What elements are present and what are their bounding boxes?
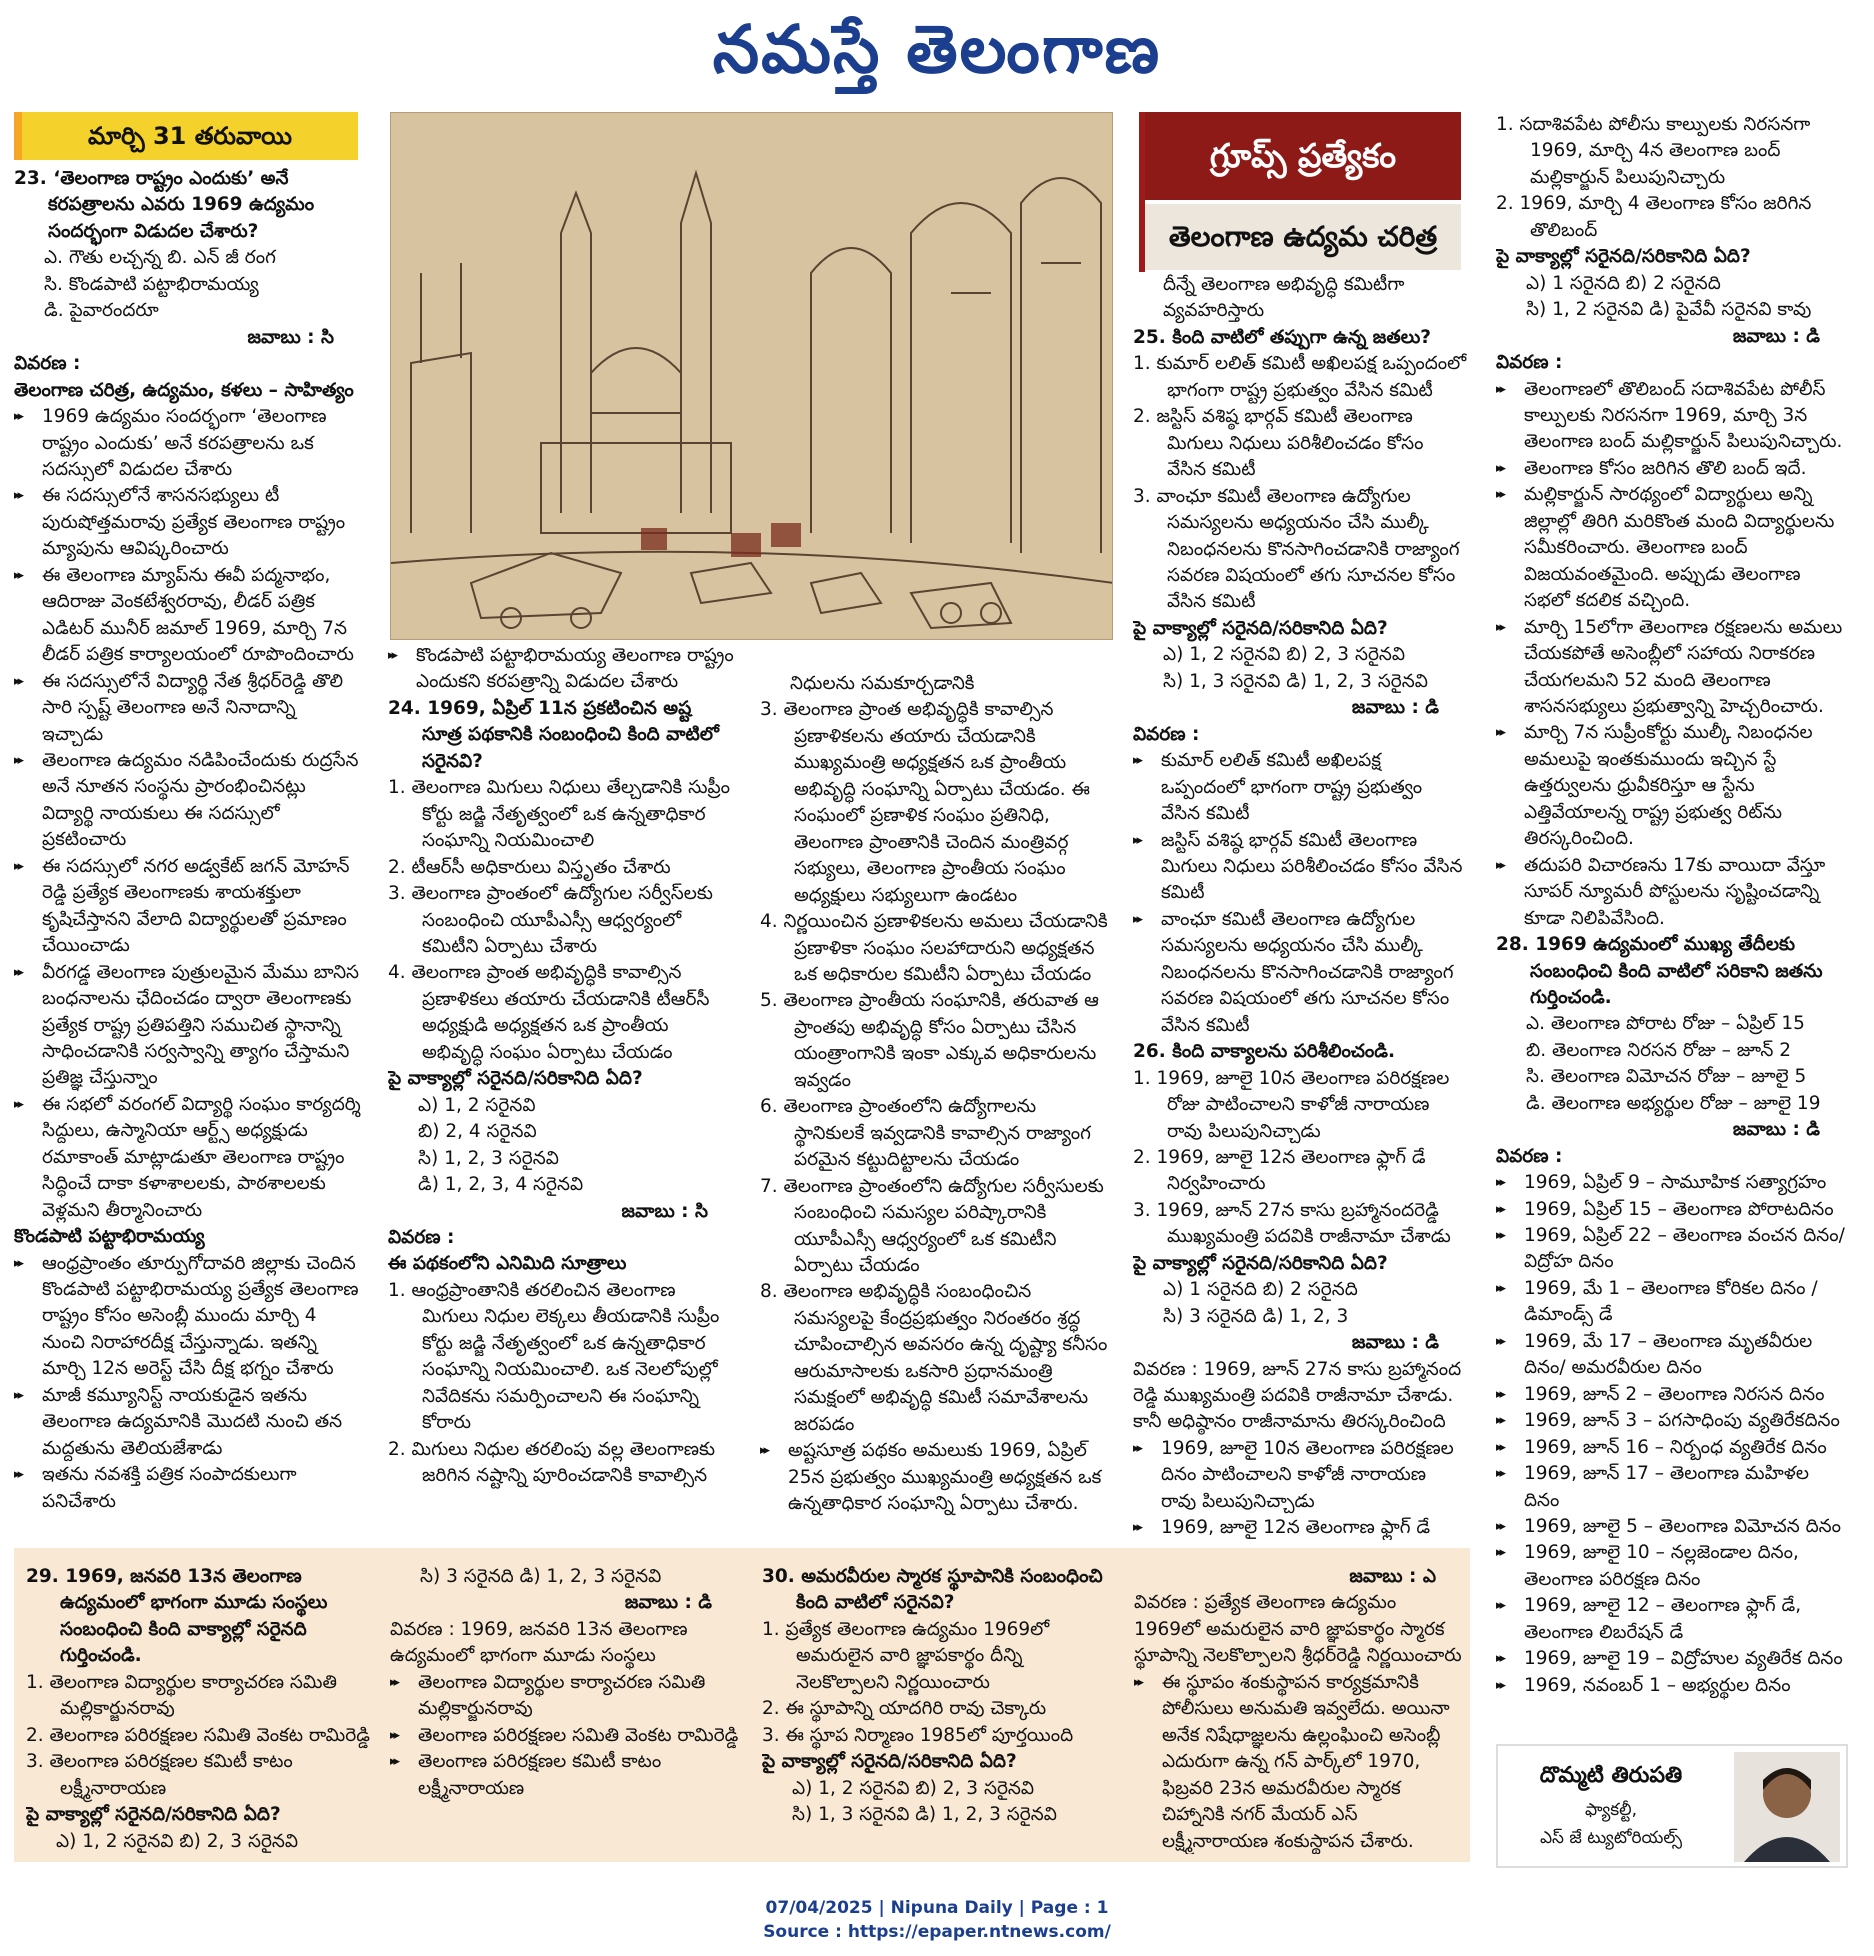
text-paragraph: సి) 1, 3 సరైనవి డి) 1, 2, 3 సరైనవి: [1163, 670, 1428, 692]
charminar-sketch-illustration: [390, 112, 1113, 640]
text-paragraph: ▸▸ 1969, జూన్ 3 – పగసాధింపు వ్యతిరేకదినం: [1496, 1408, 1848, 1434]
text-paragraph: ▸▸ ఈ సదస్సులో నగర అడ్వకేట్ జగన్ మోహన్ రెడ్డి ప్రత్యేక తెలంగాణకు శాయశక్తులా కృషిచేస్తానని వేలాది విద్యార్థులతో ప్రమాణం చేయించాడు: [14, 854, 362, 960]
text-paragraph: 23. ‘తెలంగాణ రాష్ట్రం ఎందుకు’ అనే కరపత్రాలను ఎవరు 1969 ఉద్యమం సందర్భంగా విడుదల చేశారు?: [14, 168, 315, 242]
text-paragraph: జవాబు : డి: [1732, 1119, 1820, 1141]
text-paragraph: ఎ) 1 సరైనది బి) 2 సరైనది: [1526, 272, 1721, 294]
text-paragraph: ▸▸ 1969, జూలై 19 – విద్రోహుల వ్యతిరేక దినం: [1496, 1646, 1848, 1672]
text-paragraph: 2. మిగులు నిధుల తరలింపు వల్ల తెలంగాణకు జరిగిన నష్టాన్ని పూరించడానికి కావాల్సిన: [388, 1438, 716, 1487]
text-paragraph: పై వాక్యాల్లో సరైనది/సరికానిది ఏది?: [1133, 1252, 1388, 1274]
text-paragraph: ▸▸ ఈ సభలో వరంగల్ విద్యార్థి సంఘం కార్యదర్శి సిద్దులు, ఉస్మానియా ఆర్ట్స్ అధ్యక్షుడు రమాకాంత్ మాట్లాడుతూ తెలంగాణ రాష్ట్రం సిద్ధించే దాకా కళాశాలలకు, పాఠశాలలకు వెళ్లమని తీర్మానించారు: [14, 1092, 362, 1224]
text-paragraph: 28. 1969 ఉద్యమంలో ముఖ్య తేదీలకు సంబంధించి కింది వాటిలో సరికాని జతను గుర్తించండి.: [1496, 934, 1823, 1008]
text-paragraph: 2. 1969, మార్చి 4 తెలంగాణ కోసం జరిగిన తొలిబంద్: [1496, 193, 1812, 241]
text-paragraph: పై వాక్యాల్లో సరైనది/సరికానిది ఏది?: [26, 1804, 281, 1826]
text-paragraph: ▸▸ కొండపాటి పట్టాభిరామయ్య తెలంగాణ రాష్ట్రం ఎందుకని కరపత్రాన్ని విడుదల చేశారు: [388, 643, 736, 696]
text-paragraph: 1. కుమార్ లలిత్ కమిటీ అఖిలపక్ష ఒప్పందంలో భాగంగా రాష్ట్ర ప్రభుత్వం వేసిన కమిటీ: [1133, 353, 1467, 401]
text-paragraph: ▸▸ 1969, మే 1 – తెలంగాణ కోరికల దినం / డిమాండ్స్ డే: [1496, 1276, 1848, 1329]
author-org: ఎస్ జే ట్యుటోరియల్స్: [1539, 1828, 1683, 1848]
text-paragraph: 3. ఈ స్థూప నిర్మాణం 1985లో పూర్తయింది: [762, 1724, 1074, 1746]
text-paragraph: 2. టీఆర్‌సీ అధికారులు విస్తృతం చేశారు: [388, 856, 671, 878]
text-paragraph: 4. నిర్ణయించిన ప్రణాళికలను అమలు చేయడానికి ప్రణాళికా సంఘం సలహాదారుని అధ్యక్షతన ఒక అధికారుల కమిటీని ఏర్పాటు చేయడం: [760, 911, 1108, 985]
text-paragraph: పై వాక్యాల్లో సరైనది/సరికానిది ఏది?: [1496, 246, 1751, 268]
person-icon: [1734, 1752, 1840, 1862]
text-paragraph: 1. ఆంధ్రప్రాంతానికి తరలించిన తెలంగాణ మిగులు నిధుల లెక్కలు తీయడానికి సుప్రీం కోర్టు జడ్జి నేతృత్వంలో ఒక ఉన్నతాధికార సంఘాన్ని నియమించాలి. ఒక నెలలోపుల్లో నివేదికను సమర్పించాలని ఈ సంఘాన్ని కోరారు: [388, 1279, 720, 1434]
text-paragraph: వివరణ : 1969, జనవరి 13న తెలంగాణ ఉద్యమంలో భాగంగా మూడు సంస్థలు: [390, 1618, 688, 1667]
text-paragraph: ▸▸ 1969, జూన్ 16 – నిర్బంధ వ్యతిరేక దినం: [1496, 1435, 1848, 1461]
groups-header: [1139, 112, 1461, 272]
text-paragraph: ఎ) 1, 2 సరైనవి బి) 2, 3 సరైనవి: [56, 1830, 299, 1852]
text-paragraph: బి. తెలంగాణ నిరసన రోజు – జూన్ 2: [1526, 1039, 1791, 1061]
text-paragraph: ▸▸ కుమార్ లలిత్ కమిటీ అఖిలపక్ష ఒప్పందంలో భాగంగా రాష్ట్ర ప్రభుత్వం వేసిన కమిటీ: [1133, 748, 1467, 827]
author-box: [1496, 1744, 1848, 1868]
text-paragraph: ▸▸ వాంఛూ కమిటీ తెలంగాణ ఉద్యోగుల సమస్యలను అధ్యయనం చేసి ముల్కీ నిబంధనలను కొనసాగించడానికి రాజ్యాంగ సవరణ విషయంలో తగు సూచనల కోసం వేసిన కమిటీ: [1133, 907, 1467, 1039]
text-paragraph: ఎ) 1, 2 సరైనవి బి) 2, 3 సరైనవి: [1163, 644, 1406, 666]
masthead-title: నమస్తే తెలంగాణ: [712, 10, 1162, 88]
text-paragraph: వివరణ : 1969, జూన్ 27న కాసు బ్రహ్మానంద రెడ్డి ముఖ్యమంత్రి పదవికి రాజీనామా చేశాడు. కానీ అధిష్ఠానం రాజీనామాను తిరస్కరించింది: [1133, 1358, 1462, 1433]
text-paragraph: సి) 1, 2 సరైనవి డి) పైవేవీ సరైనవి కావు: [1526, 299, 1812, 321]
text-paragraph: జవాబు : ఎ: [1349, 1566, 1436, 1587]
text-paragraph: వివరణ :: [1496, 1145, 1563, 1167]
text-paragraph: 25. కింది వాటిలో తప్పుగా ఉన్న జతలు?: [1133, 326, 1431, 348]
text-paragraph: పై వాక్యాల్లో సరైనది/సరికానిది ఏది?: [388, 1068, 643, 1090]
author-photo: [1734, 1752, 1840, 1862]
text-paragraph: ▸▸ 1969, జూలై 10న తెలంగాణ పరిరక్షణల దినం పాటించాలని కాళోజీ నారాయణ రావు పిలుపునిచ్చాడు: [1133, 1436, 1467, 1515]
text-paragraph: 3. 1969, జూన్ 27న కాసు బ్రహ్మానందరెడ్డి ముఖ్యమంత్రి పదవికి రాజీనామా చేశాడు: [1133, 1199, 1451, 1248]
text-paragraph: ఈ పథకంలోని ఎనిమిది సూత్రాలు: [388, 1253, 627, 1275]
text-paragraph: ▸▸ 1969, జూలై 10 – నల్లజెండాల దినం, తెలంగాణ పరిరక్షణ దినం: [1496, 1540, 1848, 1593]
text-paragraph: తెలంగాణ చరిత్ర, ఉద్యమం, కళలు – సాహిత్యం: [14, 379, 354, 401]
text-paragraph: జవాబు : డి: [1351, 1332, 1439, 1354]
text-paragraph: ▸▸ ఈ తెలంగాణ మ్యాప్‌ను ఈవీ పద్మనాభం, ఆదిరాజు వెంకటేశ్వరరావు, లీడర్ పత్రిక ఎడిటర్ మునీర్ జమాల్ 1969, మార్చి 7న లీడర్ పత్రిక కార్యాలయంలో రూపొందించారు: [14, 563, 362, 669]
text-paragraph: జవాబు : డి: [1732, 325, 1820, 347]
text-paragraph: 8. తెలంగాణ అభివృద్ధికి సంబంధించిన సమస్యలపై కేంద్రప్రభుత్వం నిరంతరం శ్రద్ధ చూపించాల్సిన అవసరం ఉన్న దృష్ట్యా కనీసం ఆరుమాసాలకు ఒకసారి ప్రధానమంత్రి సమక్షంలో అభివృద్ధి కమిటీ సమావేశాలను జరపడం: [760, 1281, 1108, 1435]
footer-source-line: Source : https://epaper.ntnews.com/: [763, 1922, 1111, 1942]
text-paragraph: ▸▸ మాజీ కమ్యూనిస్ట్ నాయకుడైన ఇతను తెలంగాణ ఉద్యమానికి మొదటి నుంచి తన మద్దతును తెలియజేశాడు: [14, 1383, 362, 1462]
text-paragraph: ▸▸ ఆంధ్రప్రాంతం తూర్పుగోదావరి జిల్లాకు చెందిన కొండపాటి పట్టాభిరామయ్య ప్రత్యేక తెలంగాణ రాష్ట్రం కోసం అసెంబ్లీ ముందు మార్చి 4 నుంచి నిరాహారదీక్ష చేస్తున్నాడు. ఇతన్ని మార్చి 12న అరెస్ట్ చేసి దీక్ష భగ్నం చేశారు: [14, 1251, 362, 1383]
text-paragraph: 4. తెలంగాణ ప్రాంత అభివృద్ధికి కావాల్సిన ప్రణాళికలు తయారు చేయడానికి టీఆర్‌సీ అధ్యక్షుడి అధ్యక్షతన ఒక ప్రాంతీయ అభివృద్ధి సంఘం ఏర్పాటు చేయడం: [388, 962, 710, 1063]
text-paragraph: పై వాక్యాల్లో సరైనది/సరికానిది ఏది?: [1133, 617, 1388, 639]
text-paragraph: ▸▸ ఈ సదస్సులోనే విద్యార్థి నేత శ్రీధర్‌రెడ్డి తొలి సారి స్పష్ట్ తెలంగాణ అనే నినాదాన్ని ఇచ్చాడు: [14, 669, 362, 748]
text-paragraph: 29. 1969, జనవరి 13న తెలంగాణ ఉద్యమంలో భాగంగా మూడు సంస్థలు సంబంధించి కింది వాక్యాల్లో సరైనది గుర్తించండి.: [26, 1566, 328, 1667]
text-paragraph: ▸▸ 1969, జూన్ 17 – తెలంగాణ మహిళల దినం: [1496, 1461, 1848, 1514]
text-paragraph: జవాబు : సి: [247, 326, 334, 348]
text-paragraph: కొండపాటి పట్టాభిరామయ్య: [14, 1226, 205, 1248]
sketch-icon: [391, 113, 1113, 640]
text-paragraph: ▸▸ అష్టసూత్ర పథకం అమలుకు 1969, ఏప్రిల్ 25న ప్రభుత్వం ముఖ్యమంత్రి అధ్యక్షతన ఒక ఉన్నతాధికార సంఘాన్ని ఏర్పాటు చేశారు.: [760, 1438, 1110, 1517]
text-paragraph: ▸▸ తెలంగాణ పరిరక్షణల సమితి వెంకట రామిరెడ్డి: [390, 1723, 740, 1749]
text-paragraph: 1. ప్రత్యేక తెలంగాణ ఉద్యమం 1969లో అమరులైన వారి జ్ఞాపకార్థం దీన్ని నెలకొల్పాలని నిర్ణయించారు: [762, 1618, 1050, 1693]
footer-date-line: 07/04/2025 | Nipuna Daily | Page : 1: [765, 1898, 1109, 1918]
text-paragraph: వివరణ :: [388, 1226, 455, 1248]
text-paragraph: వివరణ :: [1496, 352, 1563, 374]
text-paragraph: ▸▸ మార్చి 15లోగా తెలంగాణ రక్షణలను అమలు చేయకపోతే అసెంబ్లీలో సహాయ నిరాకరణ చేయగలమని 52 మంది తెలంగాణ శాసనసభ్యులు ప్రభుత్వాన్ని హెచ్చరించారు.: [1496, 615, 1848, 721]
column-3: [760, 671, 1110, 1539]
text-paragraph: ▸▸ తెలంగాణ ఉద్యమం నడిపించేందుకు రుద్రసేన అనే నూతన సంస్థను ప్రారంభించినట్లు విద్యార్థి నాయకులు ఈ సదస్సులో ప్రకటించారు: [14, 748, 362, 854]
text-paragraph: ఎ) 1, 2 సరైనవి బి) 2, 3 సరైనవి: [792, 1777, 1035, 1799]
text-paragraph: 1. తెలంగాణ విద్యార్థుల కార్యాచరణ సమితి మల్లికార్జునరావు: [26, 1671, 337, 1720]
text-paragraph: సి. కొండపాటి పట్టాభిరామయ్య: [44, 273, 259, 295]
text-paragraph: ▸▸ ఈ సదస్సులోనే శాసనసభ్యులు టీ పురుషోత్తమరావు ప్రత్యేక తెలంగాణ రాష్ట్రం మ్యాపును ఆవిష్కరించారు: [14, 483, 362, 562]
author-name: దొమ్మటి తిరుపతి: [1539, 1763, 1683, 1788]
text-paragraph: ▸▸ తెలంగాణ పరిరక్షణల కమిటీ కాటం లక్ష్మీనారాయణ: [390, 1749, 740, 1802]
text-paragraph: ఎ. గౌతు లచ్చన్న బి. ఎన్ జీ రంగ: [44, 247, 276, 269]
text-paragraph: 1. సదాశివపేట పోలీసు కాల్పులకు నిరసనగా 1969, మార్చి 4న తెలంగాణ బంద్ మల్లికార్జున్ పిలుపునిచ్చారు: [1496, 114, 1811, 188]
text-paragraph: సి) 3 సరైనది డి) 1, 2, 3 సరైనవి: [420, 1566, 662, 1587]
text-paragraph: 26. కింది వాక్యాలను పరిశీలించండి.: [1133, 1041, 1395, 1063]
text-paragraph: ▸▸ 1969 ఉద్యమం సందర్భంగా ‘తెలంగాణ రాష్ట్రం ఎందుకు’ అనే కరపత్రాలను ఒక సదస్సులో విడుదల చేశారు: [14, 404, 362, 483]
text-paragraph: దీన్నే తెలంగాణ అభివృద్ధి కమిటీగా వ్యవహరిస్తారు: [1163, 274, 1405, 322]
bottom-column-1: [26, 1564, 376, 1854]
groups-badge: గ్రూప్స్ ప్రత్యేకం: [1145, 112, 1461, 200]
text-paragraph: 3. వాంఛూ కమిటీ తెలంగాణ ఉద్యోగుల సమస్యలను అధ్యయనం చేసి ముల్కీ నిబంధనలను కొనసాగించడానికి రాజ్యాంగ సవరణ విషయంలో తగు సూచనల కోసం వేసిన కమిటీ: [1133, 485, 1460, 613]
text-paragraph: సి) 3 సరైనది డి) 1, 2, 3: [1163, 1305, 1349, 1327]
text-paragraph: 6. తెలంగాణ ప్రాంతంలోని ఉద్యోగాలను స్థానికులకే ఇవ్వడానికి కావాల్సిన రాజ్యాంగ పరమైన కట్టుదిట్టాలను చేయడం: [760, 1096, 1091, 1171]
text-paragraph: ▸▸ తెలంగాణ విద్యార్థుల కార్యాచరణ సమితి మల్లికార్జునరావు: [390, 1670, 740, 1723]
text-paragraph: బి) 2, 4 సరైనవి: [418, 1121, 537, 1143]
text-paragraph: 3. తెలంగాణ ప్రాంతంలో ఉద్యోగుల సర్వీస్‌లకు సంబంధించి యూపీఎస్సీ ఆధ్వర్యంలో కమిటీని ఏర్పాటు చేశారు: [388, 883, 713, 957]
text-paragraph: 30. అమరవీరుల స్మారక స్థూపానికి సంబంధించి కింది వాటిలో సరైనవి?: [762, 1566, 1103, 1614]
text-paragraph: జవాబు : సి: [621, 1200, 708, 1222]
bottom-column-4: [1134, 1564, 1464, 1854]
column-4: [1133, 272, 1467, 1540]
text-paragraph: సి) 1, 2, 3 సరైనవి: [418, 1147, 559, 1169]
text-paragraph: ఎ. తెలంగాణ పోరాట రోజు – ఏప్రిల్ 15: [1526, 1013, 1805, 1035]
text-paragraph: 7. తెలంగాణ ప్రాంతంలోని ఉద్యోగుల సర్వీసులకు సంబంధించి సమస్యల పరిష్కారానికి యూపీఎస్సీ ఆధ్వర్యంలో ఒక కమిటీని ఏర్పాటు చేయడం: [760, 1175, 1104, 1276]
text-paragraph: ▸▸ ఈ స్థూపం శంకుస్థాపన కార్యక్రమానికి పోలీసులు అనుమతి ఇవ్వలేదు. అయినా అనేక నిషేధాజ్ఞలను ఉల్లంఘించి అసెంబ్లీ ఎదురుగా ఉన్న గన్ పార్క్‌లో 1970, ఫిబ్రవరి 23న అమరవీరుల స్మారక చిహ్నానికి నగర్ మేయర్ ఎస్ లక్ష్మీనారాయణ శంకుస్థాపన చేశారు.: [1134, 1670, 1464, 1854]
text-paragraph: ▸▸ తెలంగాణ కోసం జరిగిన తొలి బంద్ ఇదే.: [1496, 456, 1848, 482]
text-paragraph: వివరణ :: [14, 353, 81, 375]
text-paragraph: ▸▸ 1969, జూలై 12న తెలంగాణ ఫ్లాగ్ డే: [1133, 1515, 1467, 1540]
text-paragraph: వివరణ :: [1133, 723, 1200, 745]
bottom-column-2: [390, 1564, 740, 1854]
text-paragraph: ▸▸ 1969, ఏప్రిల్ 22 – తెలంగాణ వంచన దినం/ విద్రోహ దినం: [1496, 1223, 1848, 1276]
text-paragraph: ▸▸ 1969, జూన్ 2 – తెలంగాణ నిరసన దినం: [1496, 1382, 1848, 1408]
author-role: ఫ్యాకల్టీ,: [1584, 1800, 1638, 1820]
text-paragraph: ▸▸ తదుపరి విచారణను 17కు వాయిదా వేస్తూ సూపర్ న్యూమరీ పోస్టులను సృష్టించడాన్ని కూడా నిలిపివేసింది.: [1496, 853, 1848, 932]
bottom-column-3: [762, 1564, 1112, 1854]
text-paragraph: ▸▸ మల్లికార్జున్ సారథ్యంలో విద్యార్థులు అన్ని జిల్లాల్లో తిరిగి మరికొంత మంది విద్యార్థులను సమీకరించారు. తెలంగాణ బంద్ విజయవంతమైంది. అప్పుడు తెలంగాణ సభలో కదలిక వచ్చింది.: [1496, 482, 1848, 614]
text-paragraph: జవాబు : డి: [624, 1592, 712, 1614]
march-tag: [14, 112, 358, 160]
text-paragraph: 1. 1969, జూలై 10న తెలంగాణ పరిరక్షణల రోజు పాటించాలని కాళోజీ నారాయణ రావు పిలుపునిచ్చాడు: [1133, 1067, 1450, 1142]
groups-title: తెలంగాణ ఉద్యమ చరిత్ర: [1145, 204, 1461, 270]
text-paragraph: జవాబు : డి: [1351, 697, 1439, 719]
column-2: [388, 643, 736, 1539]
text-paragraph: డి. పైవారందరూ: [44, 300, 159, 322]
text-paragraph: ▸▸ 1969, ఏప్రిల్ 9 – సామూహిక సత్యాగ్రహం: [1496, 1170, 1848, 1196]
text-paragraph: ▸▸ 1969, జూలై 12 – తెలంగాణ ఫ్లాగ్ డే, తెలంగాణ లిబరేషన్ డే: [1496, 1593, 1848, 1646]
text-paragraph: ▸▸ మార్చి 7న సుప్రీంకోర్టు ముల్కీ నిబంధనల అమలుపై ఇంతకుముందు ఇచ్చిన స్టే ఉత్తర్వులను ధ్రువీకరిస్తూ ఆ స్టేను ఎత్తివేయాలన్న రాష్ట్ర ప్రభుత్వ రిట్‌ను తిరస్కరించింది.: [1496, 720, 1848, 852]
text-paragraph: సి. తెలంగాణ విమోచన రోజు – జూలై 5: [1526, 1066, 1807, 1088]
text-paragraph: 3. తెలంగాణ ప్రాంత అభివృద్ధికి కావాల్సిన ప్రణాళికలను తయారు చేయడానికి ముఖ్యమంత్రి అధ్యక్షతన ఒక ప్రాంతీయ అభివృద్ధి సంఘాన్ని ఏర్పాటు చేయడం. ఈ సంఘంలో ప్రణాళిక సంఘం ప్రతినిధి, తెలంగాణ ప్రాంతానికి చెందిన మంత్రివర్గ సభ్యులు, తెలంగాణ ప్రాంతీయ సంఘం అధ్యక్షులు సభ్యులుగా ఉండటం: [760, 699, 1090, 906]
column-5: [1496, 112, 1848, 1740]
text-paragraph: డి) 1, 2, 3, 4 సరైనవి: [418, 1174, 584, 1196]
text-paragraph: 1. తెలంగాణ మిగులు నిధులు తేల్చడానికి సుప్రీం కోర్టు జడ్జి నేతృత్వంలో ఒక ఉన్నతాధికార సంఘాన్ని నియమించాలి: [388, 777, 731, 852]
text-paragraph: ▸▸ తెలంగాణలో తొలిబంద్ సదాశివపేట పోలీస్ కాల్పులకు నిరసనగా 1969, మార్చి 3న తెలంగాణ బంద్ మల్లికార్జున్ పిలుపునిచ్చారు.: [1496, 377, 1848, 456]
text-paragraph: ▸▸ వీరగడ్డ తెలంగాణ పుత్రులమైన మేము బానిస బంధనాలను ఛేదించడం ద్వారా తెలంగాణకు ప్రత్యేక రాష్ట్ర ప్రతిపత్తిని సముచిత స్థానాన్ని సాధించడానికి సర్వస్వాన్ని త్యాగం చేస్తామని ప్రతిజ్ఞ చేస్తున్నాం: [14, 960, 362, 1092]
text-paragraph: ▸▸ జస్టిస్ వశిష్ఠ భార్గవ్ కమిటీ తెలంగాణ మిగులు నిధులు పరిశీలించడం కోసం వేసిన కమిటీ: [1133, 828, 1467, 907]
march-tag-label: మార్చి 31 తరువాయి: [88, 122, 292, 150]
text-paragraph: వివరణ : ప్రత్యేక తెలంగాణ ఉద్యమం 1969లో అమరులైన వారి జ్ఞాపకార్థం స్మారక స్థూపాన్ని నెలకొల్పాలని శ్రీధర్‌రెడ్డి నిర్ణయించారు: [1134, 1592, 1462, 1667]
text-paragraph: సి) 1, 3 సరైనవి డి) 1, 2, 3 సరైనవి: [792, 1804, 1057, 1826]
text-paragraph: ▸▸ 1969, జూలై 5 – తెలంగాణ విమోచన దినం: [1496, 1514, 1848, 1540]
column-1: [14, 166, 362, 1540]
text-paragraph: ఎ) 1, 2 సరైనవి: [418, 1094, 536, 1116]
text-paragraph: 2. జస్టిస్ వశిష్ఠ భార్గవ్ కమిటీ తెలంగాణ మిగులు నిధులు పరిశీలించడం కోసం వేసిన కమిటీ: [1133, 406, 1424, 481]
text-paragraph: ▸▸ 1969, మే 17 – తెలంగాణ మృతవీరుల దినం/ అమరవీరుల దినం: [1496, 1329, 1848, 1382]
text-paragraph: ▸▸ 1969, నవంబర్ 1 – అభ్యర్థుల దినం: [1496, 1673, 1848, 1699]
text-paragraph: ▸▸ 1969, ఏప్రిల్ 15 – తెలంగాణ పోరాటదినం: [1496, 1197, 1848, 1223]
text-paragraph: 2. ఈ స్థూపాన్ని యాదగిరి రావు చెక్కారు: [762, 1698, 1047, 1720]
bottom-questions-box: [14, 1548, 1470, 1862]
text-paragraph: డి. తెలంగాణ అభ్యర్థుల రోజు – జూలై 19: [1526, 1092, 1821, 1114]
text-paragraph: పై వాక్యాల్లో సరైనది/సరికానిది ఏది?: [762, 1751, 1017, 1773]
text-paragraph: 2. తెలంగాణ పరిరక్షణల సమితి వెంకట రామిరెడ్డి: [26, 1724, 370, 1746]
text-paragraph: 5. తెలంగాణ ప్రాంతీయ సంఘానికి, తరువాత ఆ ప్రాంతపు అభివృద్ధి కోసం ఏర్పాటు చేసిన యంత్రాంగానికి ఇంకా ఎక్కువ అధికారులను ఇవ్వడం: [760, 990, 1099, 1091]
text-paragraph: 2. 1969, జూలై 12న తెలంగాణ ఫ్లాగ్ డే నిర్వహించారు: [1133, 1146, 1426, 1195]
text-paragraph: 24. 1969, ఏప్రిల్ 11న ప్రకటించిన అష్ట సూత్ర పథకానికి సంబంధించి కింది వాటిలో సరైనవి?: [388, 697, 719, 772]
text-paragraph: నిధులను సమకూర్చడానికి: [790, 673, 975, 694]
text-paragraph: 3. తెలంగాణ పరిరక్షణల కమిటీ కాటం లక్ష్మీనారాయణ: [26, 1751, 293, 1799]
text-paragraph: ▸▸ ఇతను నవశక్తి పత్రిక సంపాదకులుగా పనిచేశారు: [14, 1462, 362, 1515]
text-paragraph: ఎ) 1 సరైనది బి) 2 సరైనది: [1163, 1279, 1358, 1301]
